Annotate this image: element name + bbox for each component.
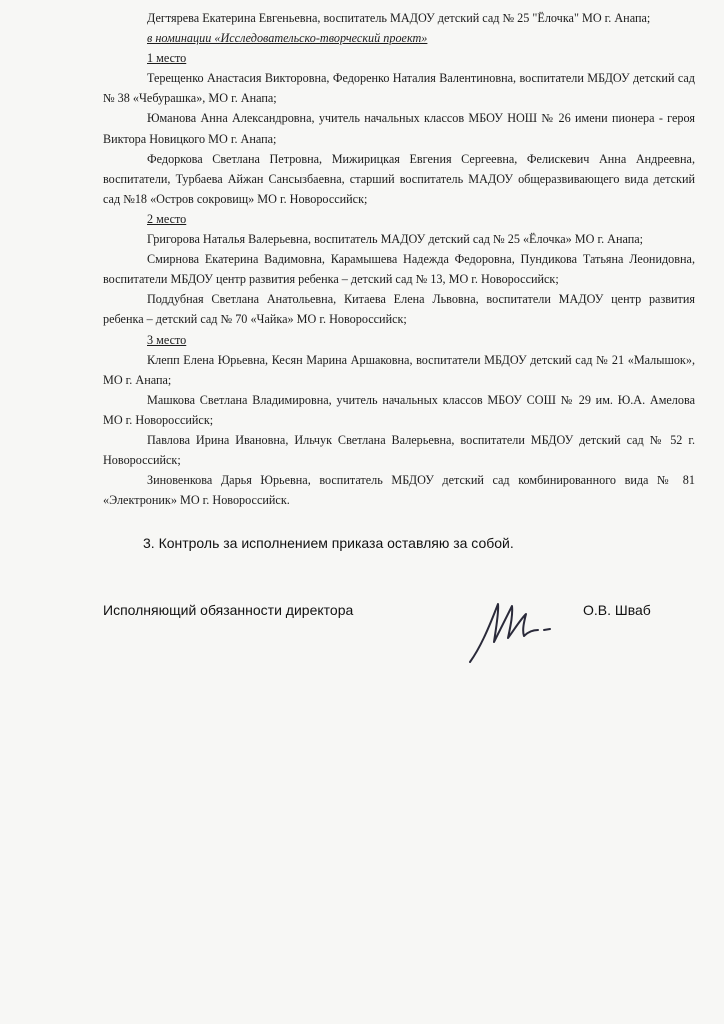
winner-paragraph: Юманова Анна Александровна, учитель начальных классов МБОУ НОШ № 26 имени пионера - героя Виктора Новицкого МО г. Анапа; [103, 111, 695, 146]
place-heading-3: 3 место [147, 332, 187, 347]
order-item-3: 3. Контроль за исполнением приказа оставляю за собой. [143, 535, 514, 551]
handwritten-signature [458, 590, 558, 670]
winner-paragraph: Терещенко Анастасия Викторовна, Федоренко Наталия Валентиновна, воспитатели МБДОУ детский сад № 38 «Чебурашка», МО г. Анапа; [103, 71, 695, 106]
signer-name: О.В. Шваб [583, 602, 651, 618]
winner-paragraph: Григорова Наталья Валерьевна, воспитатель МАДОУ детский сад № 25 «Ёлочка» МО г. Анапа; [147, 232, 644, 247]
signer-title: Исполняющий обязанности директора [103, 602, 354, 618]
winners-list [103, 8, 695, 510]
winner-paragraph: Клепп Елена Юрьевна, Кесян Марина Аршаковна, воспитатели МБДОУ детский сад № 21 «Малышок», МО г. Анапа; [103, 352, 695, 387]
winner-paragraph: Смирнова Екатерина Вадимовна, Карамышева Надежда Федоровна, Пундикова Татьяна Леонидовна, воспитатели МБДОУ центр развития ребенка – детский сад № 13, МО г. Новороссийск; [103, 252, 695, 287]
place-heading-2: 2 место [147, 211, 187, 226]
place-heading-1: 1 место [147, 51, 187, 66]
winner-paragraph: Машкова Светлана Владимировна, учитель начальных классов МБОУ СОШ № 29 им. Ю.А. Амелова МО г. Новороссийск; [103, 392, 695, 427]
winner-paragraph: Зиновенкова Дарья Юрьевна, воспитатель МБДОУ детский сад комбинированного вида № 81 «Электроник» МО г. Новороссийск. [103, 473, 695, 508]
nomination-heading: в номинации «Исследовательско-творческий проект» [147, 31, 428, 46]
winner-paragraph: Павлова Ирина Ивановна, Ильчук Светлана Валерьевна, воспитатели МБДОУ детский сад № 52 г. Новороссийск; [103, 432, 695, 468]
winner-paragraph: Поддубная Светлана Анатольевна, Китаева Елена Львовна, воспитатели МАДОУ центр развития ребенка – детский сад № 70 «Чайка» МО г. Новороссийск; [103, 292, 695, 327]
winner-paragraph: Дегтярева Екатерина Евгеньевна, воспитатель МАДОУ детский сад № 25 "Ёлочка" МО г. Анапа; [147, 11, 651, 25]
winner-paragraph: Федоркова Светлана Петровна, Мижирицкая Евгения Сергеевна, Фелискевич Анна Андреевна, воспитатели, Турбаева Айжан Сансызбаевна, старший воспитатель МАДОУ общеразвивающего вида детский сад №18 «Остров сокровищ» МО г. Новороссийск; [103, 151, 695, 206]
